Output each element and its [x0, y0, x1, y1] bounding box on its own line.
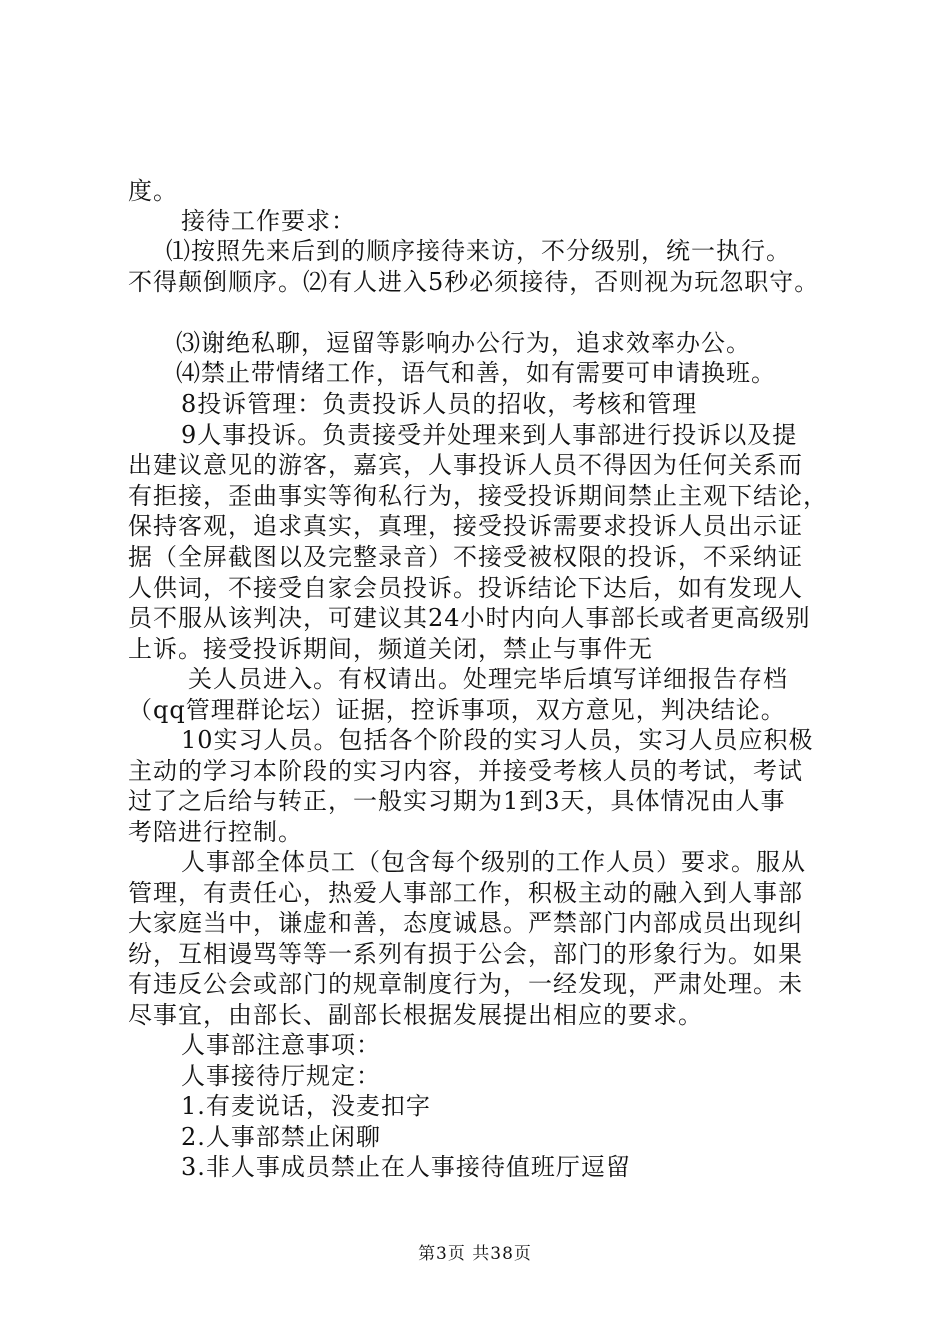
text-line-13: 人供词，不接受自家会员投诉。投诉结论下达后，如有发现人 — [128, 574, 803, 602]
text-line-1: 度。 — [128, 177, 178, 205]
text-line-12: 据（全屏截图以及完整录音）不接受被权限的投诉，不采纳证 — [128, 543, 803, 571]
text-line-25: 纷，互相谩骂等等一系列有损于公会，部门的形象行为。如果 — [128, 940, 803, 968]
text-line-8: 9人事投诉。负责接受并处理来到人事部进行投诉以及提 — [181, 421, 798, 449]
text-line-23: 管理，有责任心，热爱人事部工作，积极主动的融入到人事部 — [128, 879, 803, 907]
text-line-9: 出建议意见的游客，嘉宾，人事投诉人员不得因为任何关系而 — [128, 451, 803, 479]
text-line-32: 3.非人事成员禁止在人事接待值班厅逗留 — [181, 1153, 631, 1181]
text-line-31: 2.人事部禁止闲聊 — [181, 1123, 381, 1151]
text-line-22: 人事部全体员工（包含每个级别的工作人员）要求。服从 — [181, 848, 806, 876]
text-line-14: 员不服从该判决，可建议其24小时内向人事部长或者更高级别 — [128, 604, 811, 632]
page-footer: 第3页 共38页 — [418, 1244, 532, 1264]
text-line-21: 考陪进行控制。 — [128, 818, 303, 846]
text-line-18: 10实习人员。包括各个阶段的实习人员，实习人员应积极 — [181, 726, 814, 754]
text-line-6: ⑷禁止带情绪工作，语气和善，如有需要可申请换班。 — [176, 359, 776, 387]
text-line-24: 大家庭当中，谦虚和善，态度诚恳。严禁部门内部成员出现纠 — [128, 909, 803, 937]
text-line-28: 人事部注意事项： — [181, 1031, 381, 1059]
text-line-30: 1.有麦说话，没麦扣字 — [181, 1092, 431, 1120]
text-line-26: 有违反公会或部门的规章制度行为，一经发现，严肃处理。未 — [128, 970, 803, 998]
text-line-20: 过了之后给与转正，一般实习期为1到3天，具体情况由人事 — [128, 787, 786, 815]
text-line-5: ⑶谢绝私聊，逗留等影响办公行为，追求效率办公。 — [176, 329, 751, 357]
text-line-17: （qq管理群论坛）证据，控诉事项，双方意见，判决结论。 — [128, 696, 786, 724]
text-line-15: 上诉。接受投诉期间，频道关闭，禁止与事件无 — [128, 635, 653, 663]
text-line-4: 不得颠倒顺序。⑵有人进入5秒必须接待，否则视为玩忽职守。 — [128, 268, 820, 296]
text-line-7: 8投诉管理：负责投诉人员的招收，考核和管理 — [181, 390, 698, 418]
text-line-29: 人事接待厅规定： — [181, 1062, 381, 1090]
text-line-2: 接待工作要求： — [181, 207, 356, 235]
text-line-11: 保持客观，追求真实，真理，接受投诉需要求投诉人员出示证 — [128, 512, 803, 540]
text-line-27: 尽事宜，由部长、副部长根据发展提出相应的要求。 — [128, 1001, 703, 1029]
text-line-16: 关人员进入。有权请出。处理完毕后填写详细报告存档 — [188, 665, 788, 693]
text-line-3: ⑴按照先来后到的顺序接待来访，不分级别，统一执行。 — [166, 237, 791, 265]
text-line-19: 主动的学习本阶段的实习内容，并接受考核人员的考试，考试 — [128, 757, 803, 785]
text-line-10: 有拒接，歪曲事实等徇私行为，接受投诉期间禁止主观下结论， — [128, 482, 828, 510]
